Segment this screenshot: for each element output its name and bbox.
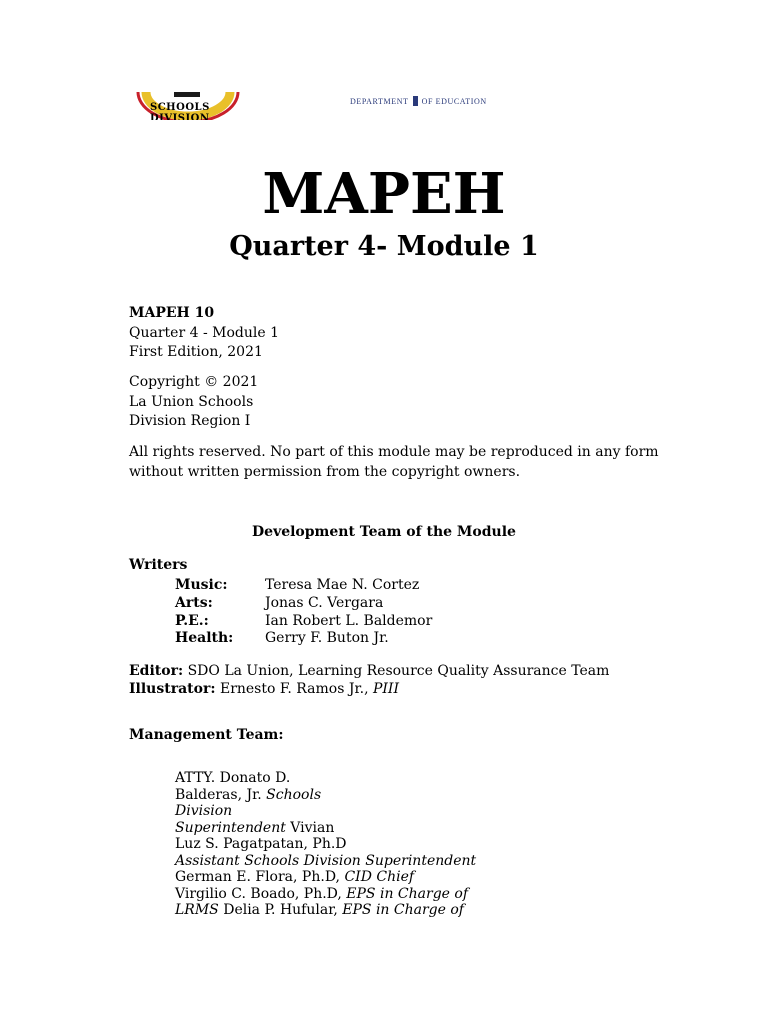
management-title: Schools <box>266 786 322 803</box>
editor-value: SDO La Union, Learning Resource Quality Assurance Team <box>187 663 610 679</box>
management-heading: Management Team: <box>129 727 284 743</box>
writer-role: Music: <box>175 577 228 593</box>
management-title: CID Chief <box>344 869 415 885</box>
schools-division-logo <box>136 92 240 120</box>
management-name: Virgilio C. Boado, Ph.D, <box>175 885 347 902</box>
course-name: MAPEH 10 <box>129 305 215 321</box>
management-line: ATTY. Donato D. <box>175 770 291 786</box>
copyright-line-3: Division Region I <box>129 413 251 429</box>
management-line <box>175 820 476 837</box>
module-name: Quarter 4 - Module 1 <box>129 324 279 341</box>
management-line: Division <box>175 803 233 819</box>
writer-role: Arts: <box>175 595 213 611</box>
copyright-block <box>129 373 258 432</box>
illustrator-title: PIII <box>372 681 399 697</box>
page-title: MAPEH <box>262 161 506 227</box>
management-name: Balderas, Jr. <box>175 786 267 803</box>
writer-name: Ian Robert L. Baldemor <box>265 613 433 629</box>
management-name: German E. Flora, Ph.D, <box>175 869 345 885</box>
dev-team-heading: Development Team of the Module <box>252 524 516 540</box>
deped-logo-text-2: OF EDUCATION <box>421 96 487 106</box>
management-title: EPS in Charge of <box>342 902 464 918</box>
management-title: EPS in Charge of <box>346 885 468 902</box>
edition: First Edition, 2021 <box>129 344 263 360</box>
writer-role: Health: <box>175 630 234 646</box>
illustrator-line <box>129 680 609 698</box>
management-name: Vivian <box>285 819 335 836</box>
management-line: Assistant Schools Division Superintendent <box>175 852 477 869</box>
management-line: Luz S. Pagatpatan, Ph.D <box>175 836 347 852</box>
writer-name: Gerry F. Buton Jr. <box>265 630 389 646</box>
page-subtitle: Quarter 4- Module 1 <box>229 231 539 262</box>
editor-label: Editor: <box>129 663 184 679</box>
management-line <box>175 787 476 804</box>
management-line <box>175 869 476 886</box>
rights-line-2: without written permission from the copyright owners. <box>129 463 521 480</box>
copyright-line-1: Copyright © 2021 <box>129 374 259 390</box>
writer-row <box>175 576 419 594</box>
deped-logo-text-1: DEPARTMENT <box>350 96 409 106</box>
editor-line <box>129 662 609 680</box>
writer-role: P.E.: <box>175 613 209 629</box>
module-info <box>129 304 279 363</box>
credits-block <box>129 662 609 698</box>
rights-block <box>129 443 659 482</box>
writers-heading: Writers <box>129 557 188 573</box>
deped-logo <box>350 95 487 107</box>
writer-row <box>175 612 432 630</box>
management-line <box>175 886 476 903</box>
writer-row <box>175 594 383 612</box>
copyright-line-2: La Union Schools <box>129 393 254 410</box>
deped-emblem-icon <box>413 96 418 106</box>
management-title: Superintendent <box>175 819 286 836</box>
writer-name: Teresa Mae N. Cortez <box>265 577 420 593</box>
writer-row <box>175 629 389 647</box>
writer-name: Jonas C. Vergara <box>265 595 384 611</box>
management-name: Delia P. Hufular, <box>218 902 343 918</box>
management-title: LRMS <box>175 902 219 918</box>
management-list <box>175 770 476 919</box>
rights-line-1: All rights reserved. No part of this module may be reproduced in any form <box>129 444 659 460</box>
illustrator-label: Illustrator: <box>129 681 216 697</box>
logo-text: SCHOOLS DIVISION <box>150 102 210 120</box>
management-line <box>175 902 476 919</box>
illustrator-value: Ernesto F. Ramos Jr., <box>219 681 373 697</box>
